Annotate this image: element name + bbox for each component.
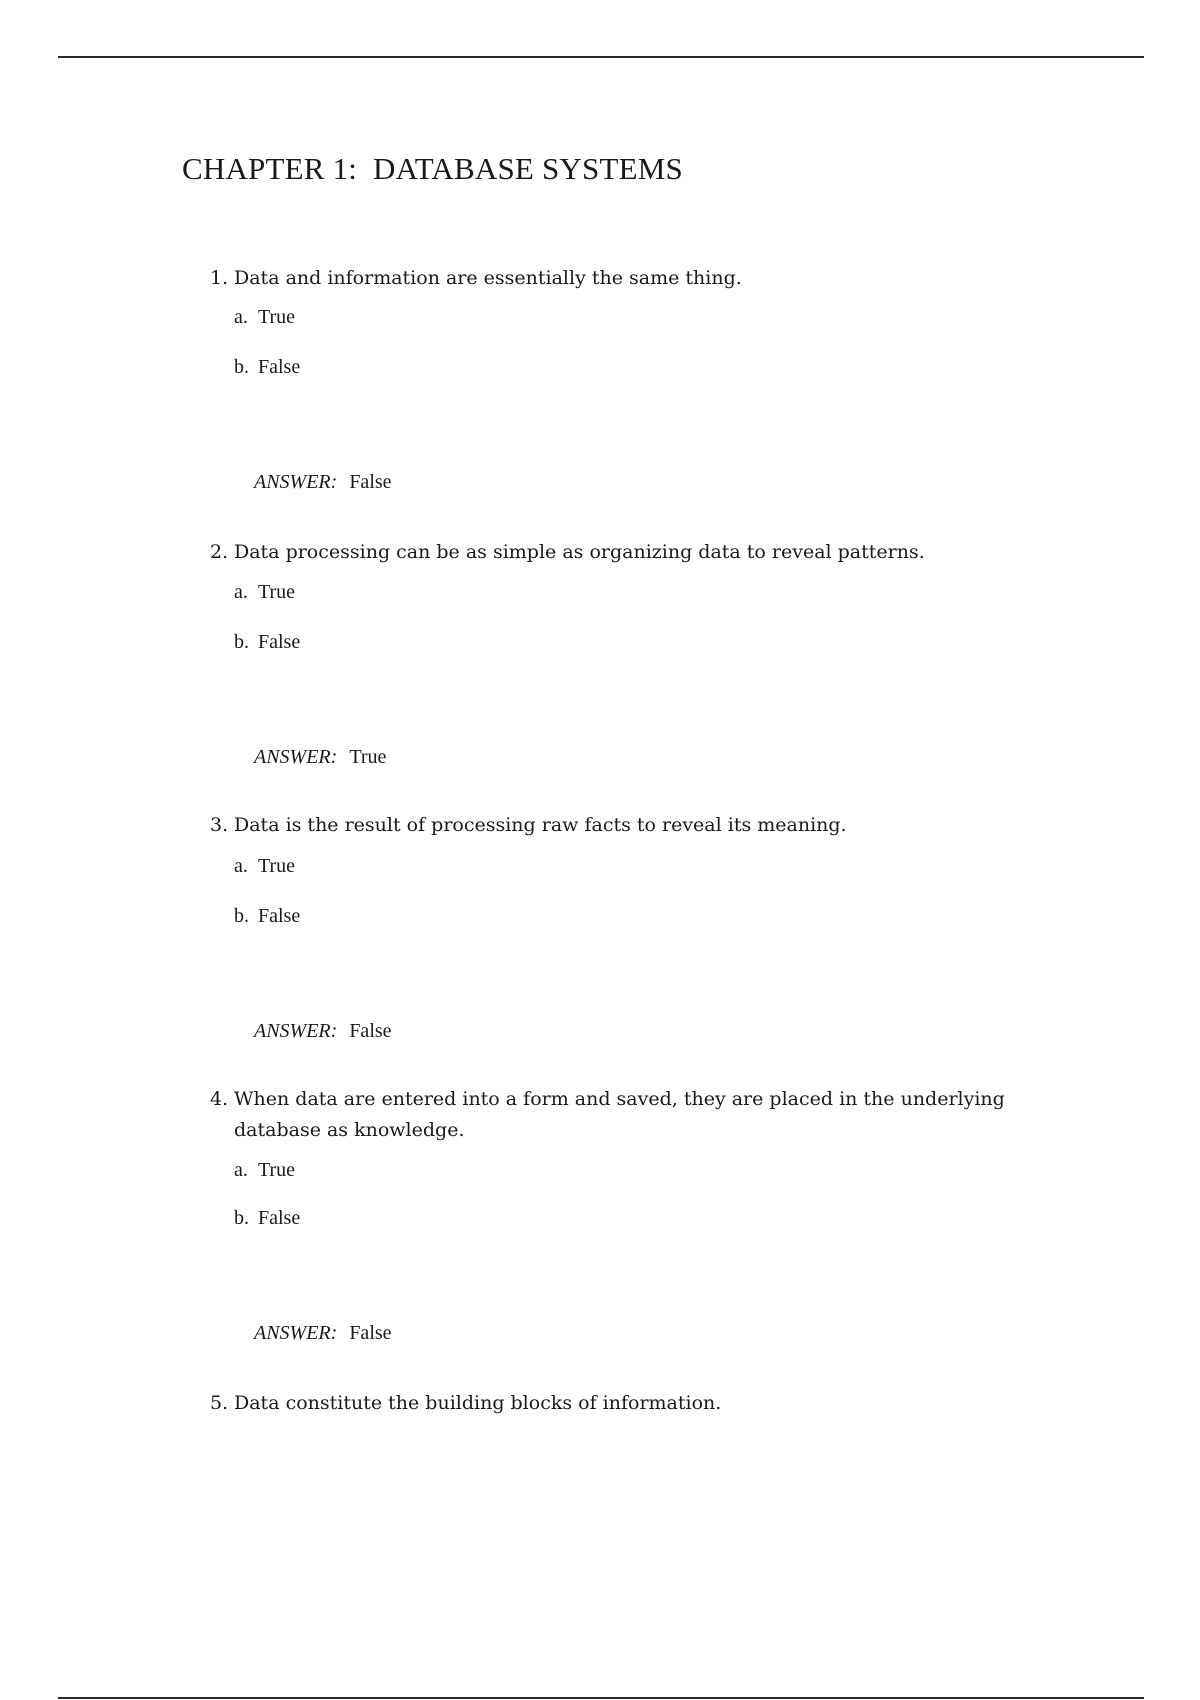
option-b bbox=[234, 630, 300, 654]
option-label: False bbox=[258, 905, 301, 927]
option-b bbox=[234, 904, 300, 928]
question-stem bbox=[210, 537, 1010, 568]
answer-value: False bbox=[349, 1322, 392, 1344]
option-letter: a. bbox=[234, 855, 248, 877]
option-letter: b. bbox=[234, 905, 249, 927]
option-label: False bbox=[258, 356, 301, 378]
option-label: True bbox=[258, 1159, 296, 1181]
answer-label: ANSWER: bbox=[254, 1020, 338, 1042]
question-stem bbox=[210, 1084, 1010, 1146]
question-number: 1. bbox=[210, 267, 229, 289]
option-b bbox=[234, 1206, 300, 1230]
option-label: True bbox=[258, 581, 296, 603]
option-a bbox=[234, 1158, 295, 1182]
option-label: True bbox=[258, 306, 296, 328]
option-a bbox=[234, 580, 295, 604]
option-a bbox=[234, 854, 295, 878]
question-3 bbox=[210, 810, 1010, 1042]
header-rule bbox=[58, 56, 1144, 58]
answer-line bbox=[234, 721, 386, 793]
question-stem bbox=[210, 263, 1010, 294]
question-number: 5. bbox=[210, 1392, 229, 1414]
answer-value: False bbox=[349, 1020, 392, 1042]
option-b bbox=[234, 355, 300, 379]
answer-value: True bbox=[349, 746, 387, 768]
answer-line bbox=[234, 446, 392, 518]
question-text: Data constitute the building blocks of information. bbox=[234, 1392, 722, 1414]
answer-label: ANSWER: bbox=[254, 471, 338, 493]
question-stem bbox=[210, 1388, 1010, 1419]
option-label: True bbox=[258, 855, 296, 877]
answer-label: ANSWER: bbox=[254, 1322, 338, 1344]
answer-label: ANSWER: bbox=[254, 746, 338, 768]
question-stem bbox=[210, 810, 1010, 841]
option-letter: a. bbox=[234, 1159, 248, 1181]
question-text: Data is the result of processing raw facts to reveal its meaning. bbox=[234, 814, 847, 836]
question-text: Data and information are essentially the same thing. bbox=[234, 267, 742, 289]
question-number: 2. bbox=[210, 541, 229, 563]
answer-value: False bbox=[349, 471, 392, 493]
option-label: False bbox=[258, 631, 301, 653]
chapter-title: CHAPTER 1: DATABASE SYSTEMS bbox=[182, 151, 683, 186]
question-5 bbox=[210, 1388, 1010, 1419]
question-2 bbox=[210, 537, 1010, 768]
question-text: When data are entered into a form and saved, they are placed in the underlying database as knowledge. bbox=[234, 1088, 1005, 1141]
question-1 bbox=[210, 263, 1010, 493]
question-number: 3. bbox=[210, 814, 229, 836]
option-letter: b. bbox=[234, 631, 249, 653]
option-letter: b. bbox=[234, 356, 249, 378]
option-letter: a. bbox=[234, 306, 248, 328]
option-a bbox=[234, 305, 295, 329]
option-label: False bbox=[258, 1207, 301, 1229]
question-text: Data processing can be as simple as organizing data to reveal patterns. bbox=[234, 541, 925, 563]
answer-line bbox=[234, 995, 392, 1067]
question-4 bbox=[210, 1084, 1010, 1344]
answer-line bbox=[234, 1297, 392, 1369]
question-number: 4. bbox=[210, 1088, 229, 1110]
footer-rule bbox=[58, 1697, 1144, 1699]
option-letter: a. bbox=[234, 581, 248, 603]
option-letter: b. bbox=[234, 1207, 249, 1229]
